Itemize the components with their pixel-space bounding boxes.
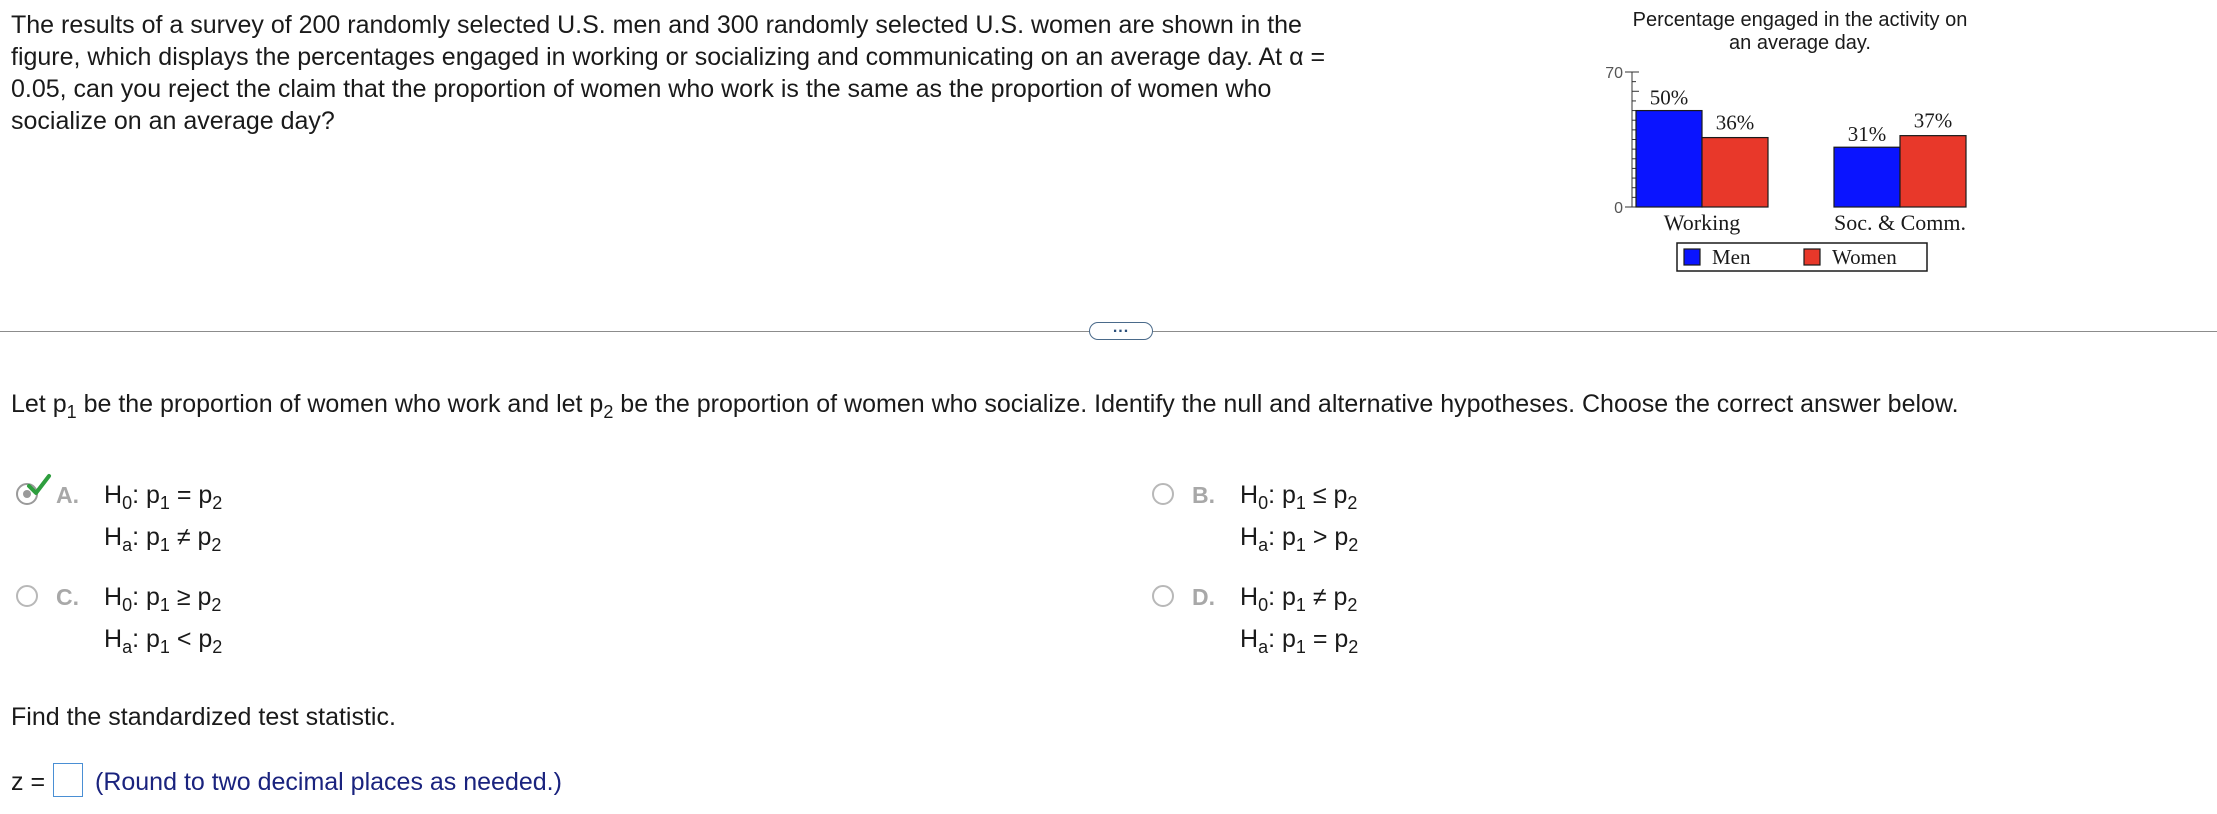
category-label: Working bbox=[1663, 210, 1741, 235]
legend-swatch-women bbox=[1804, 249, 1820, 265]
option-letter: B. bbox=[1192, 482, 1215, 508]
data-label: 36% bbox=[1715, 110, 1755, 135]
y-tick-label: 0 bbox=[1614, 200, 1623, 217]
radio-button[interactable] bbox=[1152, 483, 1174, 505]
data-label: 37% bbox=[1913, 108, 1953, 133]
legend-label-men: Men bbox=[1712, 245, 1751, 269]
option-d[interactable] bbox=[1152, 582, 1552, 662]
null-hypothesis: $H_0$: $p_1 \ge p_2$ bbox=[104, 583, 222, 615]
find-instruction: Find the standardized test statistic. bbox=[11, 703, 396, 731]
z-input[interactable] bbox=[53, 763, 83, 797]
option-letter: A. bbox=[56, 482, 79, 508]
legend-label-women: Women bbox=[1832, 245, 1897, 269]
chart-title-line-2: an average day. bbox=[1729, 32, 1871, 54]
y-tick-label: 70 bbox=[1605, 65, 1623, 82]
null-hypothesis: $H_0$: $p_1 \ne p_2$ bbox=[1240, 583, 1358, 615]
checkmark-icon bbox=[26, 472, 52, 498]
radio-button[interactable] bbox=[1152, 585, 1174, 607]
problem-text: The results of a survey of 200 randomly selected U.S. men and 300 randomly selected U.S. women are shown in the figure, which displays the percentages engaged in working or socializing and communicating on an average day. At α = 0.05, can you reject the claim that the proportion of women who work is the same as the proportion of women who socialize on an average day? bbox=[11, 11, 1326, 135]
option-letter: D. bbox=[1192, 584, 1215, 610]
bar-men-1 bbox=[1636, 111, 1702, 207]
alternative-hypothesis: $H_a$: $p_1 > p_2$ bbox=[1240, 523, 1359, 555]
question-text: Let $p_1$ be the proportion of women who work and let $p_2$ be the proportion of women who socialize. Identify the null and alternative hypotheses. Choose the correct answer below. bbox=[11, 390, 1959, 422]
null-hypothesis: $H_0$: $p_1 \le p_2$ bbox=[1240, 481, 1358, 513]
data-label: 31% bbox=[1847, 122, 1887, 147]
option-letter: C. bbox=[56, 584, 79, 610]
chart-title-line-1: Percentage engaged in the activity on bbox=[1632, 9, 1968, 31]
bar-women-2 bbox=[1900, 136, 1966, 207]
alternative-hypothesis: $H_a$: $p_1 = p_2$ bbox=[1240, 625, 1359, 657]
option-a[interactable] bbox=[16, 480, 416, 560]
bar-men-2 bbox=[1834, 147, 1900, 207]
alternative-hypothesis: $H_a$: $p_1 \ne p_2$ bbox=[104, 523, 222, 555]
z-label: z = bbox=[11, 768, 46, 796]
rounding-hint: (Round to two decimal places as needed.) bbox=[95, 768, 562, 796]
category-label: Soc. & Comm. bbox=[1833, 210, 1967, 235]
bar-chart bbox=[1580, 6, 2040, 276]
alternative-hypothesis: $H_a$: $p_1 < p_2$ bbox=[104, 625, 223, 657]
null-hypothesis: $H_0$: $p_1 = p_2$ bbox=[104, 481, 223, 513]
radio-button[interactable] bbox=[16, 585, 38, 607]
bar-women-1 bbox=[1702, 138, 1768, 207]
more-button[interactable]: ... bbox=[1089, 322, 1153, 340]
legend-swatch-men bbox=[1684, 249, 1700, 265]
option-c[interactable] bbox=[16, 582, 416, 662]
data-label: 50% bbox=[1649, 85, 1689, 110]
option-b[interactable] bbox=[1152, 480, 1552, 560]
